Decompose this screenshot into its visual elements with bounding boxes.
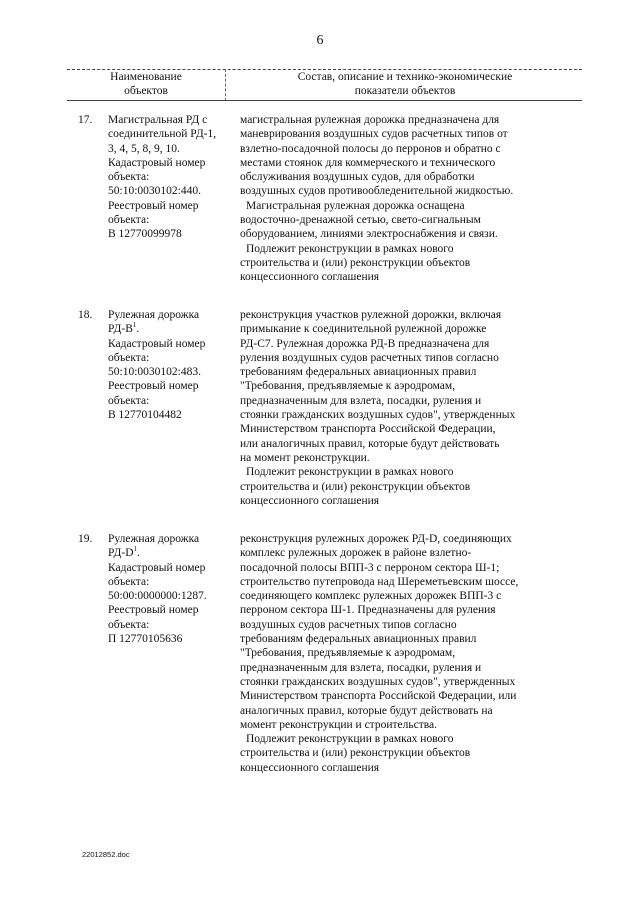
object-line bbox=[108, 546, 230, 560]
header-col-objects bbox=[67, 71, 225, 98]
object-code: РД-D bbox=[108, 547, 134, 560]
header-rule-top bbox=[67, 69, 582, 70]
row-number: 19. bbox=[78, 533, 93, 545]
description-line: воздушных судов расчетных типов согласно bbox=[240, 618, 457, 631]
object-line: 3, 4, 5, 8, 9, 10. bbox=[108, 142, 180, 155]
description-line: "Требования, предъявляемые к аэродромам, bbox=[240, 647, 456, 660]
header-column-separator bbox=[225, 69, 226, 101]
object-line: Рулежная дорожка bbox=[108, 533, 200, 545]
description-line: примыкание к соединительной рулежной дорожке bbox=[240, 323, 487, 336]
header-col-description bbox=[228, 71, 582, 98]
description-line: Министерством транспорта Российской Федерации, или bbox=[240, 690, 517, 703]
object-line: 50:00:0000000:1287. bbox=[108, 590, 207, 603]
description-line: магистральная рулежная дорожка предназначена для bbox=[240, 114, 500, 126]
object-line: объекта: bbox=[108, 171, 150, 184]
object-code: РД-В bbox=[108, 323, 133, 336]
header-col-objects-line: объектов bbox=[124, 84, 168, 97]
description-line: обслуживания воздушных судов, для обработки bbox=[240, 171, 475, 184]
object-name-cell bbox=[108, 532, 230, 646]
description-line: оборудованием, линиями электроснабжения и связи. bbox=[240, 228, 498, 241]
description-line: концессионного соглашения bbox=[240, 761, 380, 774]
description-line: перроном сектора Ш-1. Предназначены для руления bbox=[240, 604, 496, 617]
object-line: соединительной РД-1, bbox=[108, 128, 217, 141]
description-line: предназначенным для взлета, посадки, руления и bbox=[240, 661, 482, 674]
description-line: требованиям федеральных авиационных правил bbox=[240, 633, 477, 646]
description-line: момент реконструкции и строительства. bbox=[240, 718, 438, 731]
description-cell bbox=[240, 532, 585, 775]
object-line: Реестровый номер bbox=[108, 199, 199, 212]
description-line: реконструкция участков рулежной дорожки, включая bbox=[240, 309, 502, 321]
row-number: 18. bbox=[78, 309, 93, 321]
description-line: концессионного соглашения bbox=[240, 494, 380, 507]
object-code-period: . bbox=[136, 323, 140, 336]
object-line: 50:10:0030102:440. bbox=[108, 185, 201, 198]
description-line: на момент реконструкции. bbox=[240, 451, 370, 464]
description-line: посадочной полосы ВПП-3 с перроном сектора Ш-1; bbox=[240, 561, 500, 574]
object-name-cell bbox=[108, 308, 230, 422]
object-line: Рулежная дорожка bbox=[108, 309, 200, 321]
description-line: строительства и (или) реконструкции объектов bbox=[240, 480, 471, 493]
description-line: соединяющего комплекс рулежных дорожек ВПП-3 с bbox=[240, 590, 502, 603]
object-line: Кадастровый номер bbox=[108, 156, 206, 169]
object-line: Реестровый номер bbox=[108, 380, 199, 393]
description-line: воздушных судов противообледенительной жидкостью. bbox=[240, 185, 514, 198]
object-line: объекта: bbox=[108, 394, 150, 407]
description-line: требованиям федеральных авиационных правил bbox=[240, 366, 477, 379]
description-line: аналогичных правил, которые будут действовать на bbox=[240, 704, 493, 717]
footnote-mark: 1 bbox=[132, 321, 137, 330]
header-rule-bottom bbox=[67, 100, 582, 101]
description-line: руления воздушных судов расчетных типов согласно bbox=[240, 351, 499, 364]
description-line: РД-С7. Рулежная дорожка РД-В предназначена для bbox=[240, 337, 490, 350]
object-line: В 12770099978 bbox=[108, 228, 182, 241]
description-cell bbox=[240, 308, 585, 508]
description-line: взлетно-посадочной полосы до перронов и обратно с bbox=[240, 142, 501, 155]
header-col-description-line: показатели объектов bbox=[354, 84, 456, 97]
description-line: стоянки гражданских воздушных судов", утвержденных bbox=[240, 409, 516, 422]
object-name-cell bbox=[108, 113, 230, 242]
object-line: Реестровый номер bbox=[108, 604, 199, 617]
header-col-objects-line: Наименование bbox=[110, 71, 182, 83]
object-line: Кадастровый номер bbox=[108, 561, 206, 574]
object-line: объекта: bbox=[108, 214, 150, 227]
description-line: строительства и (или) реконструкции объектов bbox=[240, 747, 471, 760]
object-line: Кадастровый номер bbox=[108, 337, 206, 350]
footnote-mark: 1 bbox=[133, 545, 138, 554]
page-number: 6 bbox=[316, 33, 324, 48]
description-line: маневрирования воздушных судов расчетных типов от bbox=[240, 128, 508, 141]
description-line: предназначенным для взлета, посадки, руления и bbox=[240, 394, 482, 407]
description-line: строительства и (или) реконструкции объектов bbox=[240, 256, 471, 269]
object-line: объекта: bbox=[108, 351, 150, 364]
object-code-period: . bbox=[137, 547, 140, 560]
description-line: местами стоянок для коммерческого и технического bbox=[240, 156, 496, 169]
object-line: объекта: bbox=[108, 575, 150, 588]
description-line: строительство путепровода над Шереметьевским шоссе, bbox=[240, 575, 519, 588]
description-line: Магистральная рулежная дорожка оснащена bbox=[246, 199, 465, 212]
object-line: Магистральная РД с bbox=[108, 114, 208, 126]
object-line bbox=[108, 322, 230, 336]
description-line: реконструкция рулежных дорожек РД-D, соединяющих bbox=[240, 533, 512, 545]
description-line: водосточно-дренажной сетью, свето-сигнальным bbox=[240, 214, 481, 227]
description-line: Подлежит реконструкции в рамках нового bbox=[246, 242, 454, 255]
header-col-description-line: Состав, описание и технико-экономические bbox=[297, 71, 513, 83]
object-line: объекта: bbox=[108, 618, 150, 631]
row-number: 17. bbox=[78, 114, 93, 126]
description-line: Подлежит реконструкции в рамках нового bbox=[246, 466, 454, 479]
footer-filename: 22012852.doc bbox=[82, 850, 130, 859]
description-line: Министерством транспорта Российской Федерации, bbox=[240, 423, 496, 436]
description-line: или аналогичных правил, которые будут действовать bbox=[240, 437, 500, 450]
description-line: стоянки гражданских воздушных судов", утвержденных bbox=[240, 675, 516, 688]
description-line: Подлежит реконструкции в рамках нового bbox=[246, 733, 454, 746]
description-line: концессионного соглашения bbox=[240, 271, 380, 284]
object-line: В 12770104482 bbox=[108, 409, 182, 422]
object-line: П 12770105636 bbox=[108, 633, 183, 646]
description-line: комплекс рулежных дорожек в районе взлетно- bbox=[240, 547, 472, 560]
object-line: 50:10:0030102:483. bbox=[108, 366, 201, 379]
description-line: "Требования, предъявляемые к аэродромам, bbox=[240, 380, 456, 393]
description-cell bbox=[240, 113, 585, 285]
